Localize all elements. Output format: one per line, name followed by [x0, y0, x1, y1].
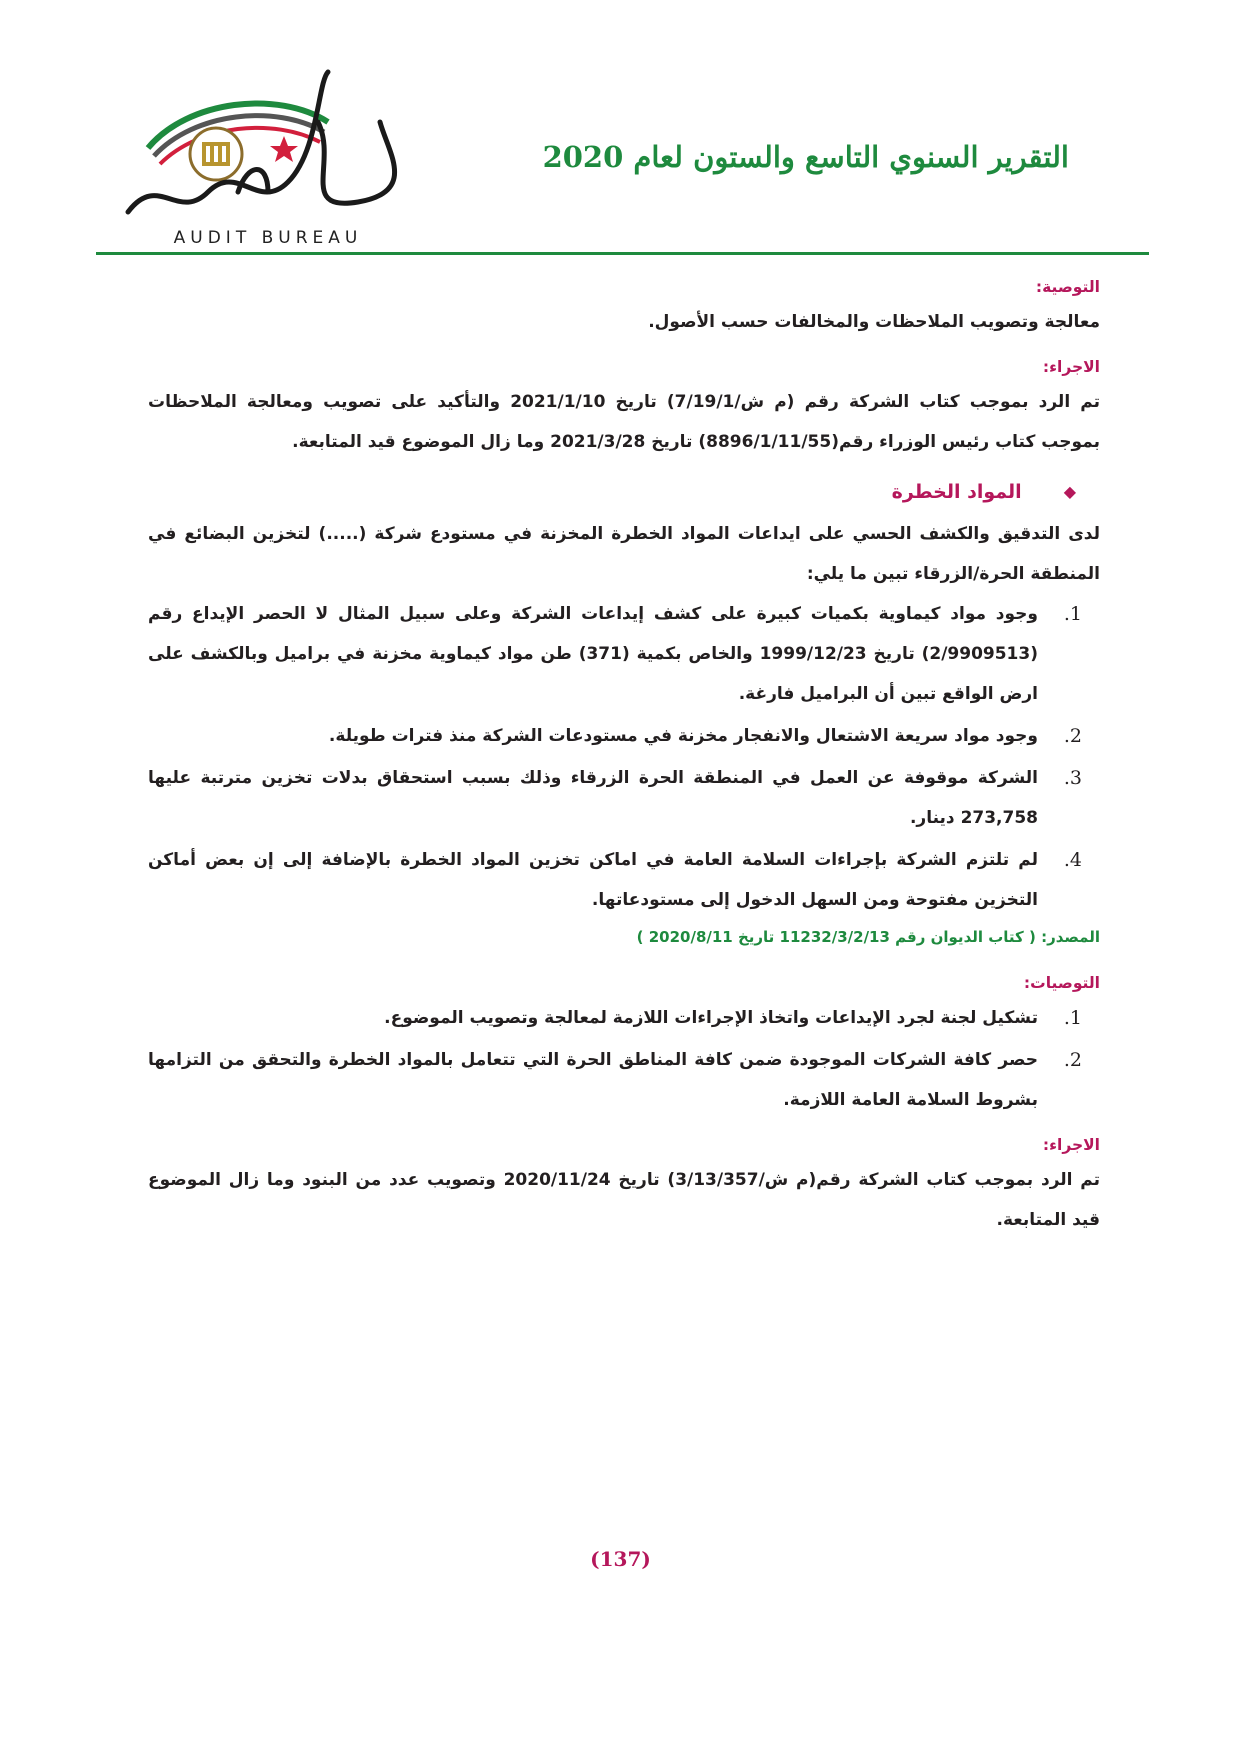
section-title: المواد الخطرة	[891, 481, 1022, 503]
recommendations-list	[148, 998, 1100, 1120]
item-text: وجود مواد سريعة الاشتعال والانفجار مخزنة في مستودعات الشركة منذ فترات طويلة.	[328, 726, 1038, 746]
action-label: الاجراء:	[1042, 358, 1100, 376]
item-text: لم تلتزم الشركة بإجراءات السلامة العامة في اماكن تخزين المواد الخطرة بالإضافة إلى إن بعض أماكن التخزين مفتوحة ومن السهل الدخول إلى مستودعاتها.	[148, 850, 1038, 910]
action-label: الاجراء:	[1042, 1136, 1100, 1154]
page-body	[148, 268, 1100, 1240]
page-header	[0, 0, 1241, 260]
list-item	[148, 594, 1100, 714]
item-text: حصر كافة الشركات الموجودة ضمن كافة المناطق الحرة التي تتعامل بالمواد الخطرة والتحقق من التزامها بشروط السلامة العامة اللازمة.	[148, 1050, 1038, 1110]
report-title: التقرير السنوي التاسع والستون لعام 2020	[542, 140, 1069, 174]
list-item	[148, 1040, 1100, 1120]
section-intro: لدى التدقيق والكشف الحسي على ايداعات المواد الخطرة المخزنة في مستودع شركة (.....) لتخزين البضائع في المنطقة الحرة/الزرقاء تبين ما يلي:	[148, 524, 1100, 584]
item-text: الشركة موقوفة عن العمل في المنطقة الحرة الزرقاء وذلك بسبب استحقاق بدلات تخزين مترتبة عليها 273,758 دينار.	[148, 768, 1038, 828]
source-citation: المصدر: ( كتاب الديوان رقم 11232/3/2/13 تاريخ 2020/8/11 )	[636, 928, 1100, 946]
list-item	[148, 998, 1100, 1038]
item-number: 1.	[1063, 603, 1082, 625]
recommendations-label: التوصيات:	[1023, 974, 1100, 992]
header-divider	[96, 252, 1149, 255]
item-number: 2.	[1063, 1049, 1082, 1071]
logo-caption: AUDIT BUREAU	[173, 228, 363, 248]
item-number: 3.	[1063, 767, 1082, 789]
logo-emblem-icon	[118, 62, 418, 232]
list-item	[148, 758, 1100, 838]
item-text: وجود مواد كيماوية بكميات كبيرة على كشف إيداعات الشركة وعلى سبيل المثال لا الحصر الإيداع رقم (2/9909513) تاريخ 1999/12/23 والخاص بكمية (371) طن مواد كيماوية مخزنة في براميل وبالكشف على ارض الواقع تبين أن البراميل فارغة.	[148, 604, 1038, 704]
item-text: تشكيل لجنة لجرد الإيداعات واتخاذ الإجراءات اللازمة لمعالجة وتصويب الموضوع.	[384, 1008, 1038, 1028]
action-text: تم الرد بموجب كتاب الشركة رقم(م ش/3/13/357) تاريخ 2020/11/24 وتصويب عدد من البنود وما زال الموضوع قيد المتابعة.	[148, 1170, 1100, 1230]
recommendation-label: التوصية:	[1035, 278, 1100, 296]
item-number: 1.	[1063, 1007, 1082, 1029]
findings-list	[148, 594, 1100, 920]
list-item	[148, 716, 1100, 756]
section-heading	[148, 470, 1076, 514]
recommendation-text: معالجة وتصويب الملاحظات والمخالفات حسب الأصول.	[648, 312, 1100, 332]
action-text: تم الرد بموجب كتاب الشركة رقم (م ش/7/19/1) تاريخ 2021/1/10 والتأكيد على تصويب ومعالجة الملاحظات بموجب كتاب رئيس الوزراء رقم(8896/1/11/55) تاريخ 2021/3/28 وما زال الموضوع قيد المتابعة.	[148, 392, 1101, 452]
item-number: 2.	[1063, 725, 1082, 747]
page-number: (137)	[590, 1547, 651, 1571]
list-item	[148, 840, 1100, 920]
audit-bureau-logo	[118, 62, 418, 252]
item-number: 4.	[1063, 849, 1082, 871]
diamond-bullet-icon: ◆	[1063, 482, 1076, 501]
